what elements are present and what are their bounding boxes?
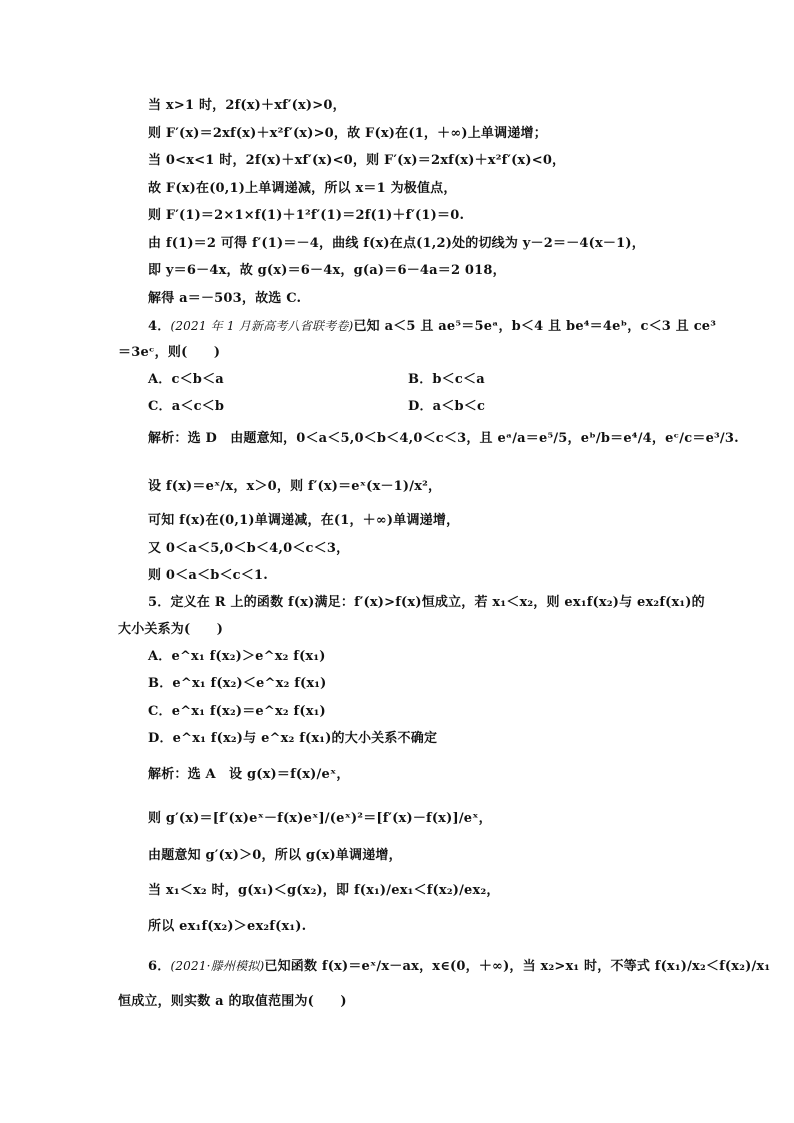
solution-line: 可知 f(x)在(0,1)单调递减，在(1，＋∞)单调递增， xyxy=(148,513,460,528)
question-text: 大小关系为( ) xyxy=(118,622,224,637)
question-text: 已知函数 f(x)＝eˣ/x－ax，x∈(0，＋∞)，当 x₂>x₁ 时，不等式 f(x₁)/x₂＜f(x₂)/x₁ xyxy=(264,959,771,974)
solution-line: 解析：选 A 设 g(x)＝f(x)/eˣ， xyxy=(148,767,350,782)
question-text: 定义在 R 上的函数 f(x)满足：f′(x)>f(x)恒成立，若 x₁＜x₂，则 ex₁f(x₂)与 ex₂f(x₁)的 xyxy=(170,595,705,610)
solution-line: 则 g′(x)＝[f′(x)eˣ－f(x)eˣ]/(eˣ)²＝[f′(x)－f(x)]/eˣ， xyxy=(148,811,492,826)
solution-line: 解析：选 D 由题意知，0＜a＜5,0＜b＜4,0＜c＜3，且 eᵃ/a＝e⁵/5，eᵇ/b＝e⁴/4，eᶜ/c＝e³/3. xyxy=(148,431,739,446)
solution-line: 由题意知 g′(x)＞0，所以 g(x)单调递增， xyxy=(148,848,402,863)
solution-line: 又 0＜a＜5,0＜b＜4,0＜c＜3， xyxy=(148,541,350,556)
solution-line: 则 0＜a＜b＜c＜1. xyxy=(148,568,268,583)
text-line: 故 F(x)在(0,1)上单调递减，所以 x＝1 为极值点， xyxy=(148,181,457,196)
solution-line: 所以 ex₁f(x₂)＞ex₂f(x₁). xyxy=(148,919,307,934)
option-c: C．a＜c＜b xyxy=(148,399,225,414)
text-line: 由 f(1)＝2 可得 f′(1)＝－4，曲线 f(x)在点(1,2)处的切线为 y－2＝－4(x－1)， xyxy=(148,236,645,251)
question-number: 5． xyxy=(148,595,171,610)
option-b: B．b＜c＜a xyxy=(408,372,485,387)
question-text: ＝3eᶜ，则( ) xyxy=(118,345,221,360)
question-source: (2021·滕州模拟) xyxy=(170,959,265,973)
question-source: (2021 年 1 月新高考八省联考卷) xyxy=(170,319,354,333)
text-line: 解得 a＝－503，故选 C. xyxy=(148,291,302,306)
question-text: 恒成立，则实数 a 的取值范围为( ) xyxy=(118,994,347,1009)
text-line: 当 x>1 时，2f(x)＋xf′(x)>0， xyxy=(148,98,346,113)
question-5-stem xyxy=(148,594,705,612)
option-c: C．e^x₁ f(x₂)＝e^x₂ f(x₁) xyxy=(148,704,326,719)
option-b: B．e^x₁ f(x₂)＜e^x₂ f(x₁) xyxy=(148,676,327,691)
text-line: 即 y＝6－4x，故 g(x)＝6－4x，g(a)＝6－4a＝2 018， xyxy=(148,263,506,278)
solution-line: 设 f(x)＝eˣ/x，x＞0，则 f′(x)＝eˣ(x－1)/x²， xyxy=(148,479,442,494)
question-text: 已知 a＜5 且 ae⁵＝5eᵃ，b＜4 且 be⁴＝4eᵇ，c＜3 且 ce³ xyxy=(353,319,717,334)
solution-line: 当 x₁＜x₂ 时，g(x₁)＜g(x₂)，即 f(x₁)/ex₁＜f(x₂)/ex₂， xyxy=(148,883,500,898)
question-4-stem xyxy=(148,317,716,336)
option-a: A．e^x₁ f(x₂)＞e^x₂ f(x₁) xyxy=(148,649,326,664)
option-d: D．e^x₁ f(x₂)与 e^x₂ f(x₁)的大小关系不确定 xyxy=(148,731,438,746)
question-number: 4． xyxy=(148,319,171,334)
text-line: 则 F′(1)＝2×1×f(1)＋1²f′(1)＝2f(1)＋f′(1)＝0. xyxy=(148,208,465,223)
option-d: D．a＜b＜c xyxy=(408,399,486,414)
question-6-stem xyxy=(148,957,770,976)
text-line: 当 0<x<1 时，2f(x)＋xf′(x)<0，则 F′(x)＝2xf(x)＋x²f′(x)<0， xyxy=(148,153,566,168)
text-line: 则 F′(x)＝2xf(x)＋x²f′(x)>0，故 F(x)在(1，＋∞)上单调递增； xyxy=(148,126,547,141)
option-a: A．c＜b＜a xyxy=(148,372,224,387)
question-number: 6． xyxy=(148,959,171,974)
